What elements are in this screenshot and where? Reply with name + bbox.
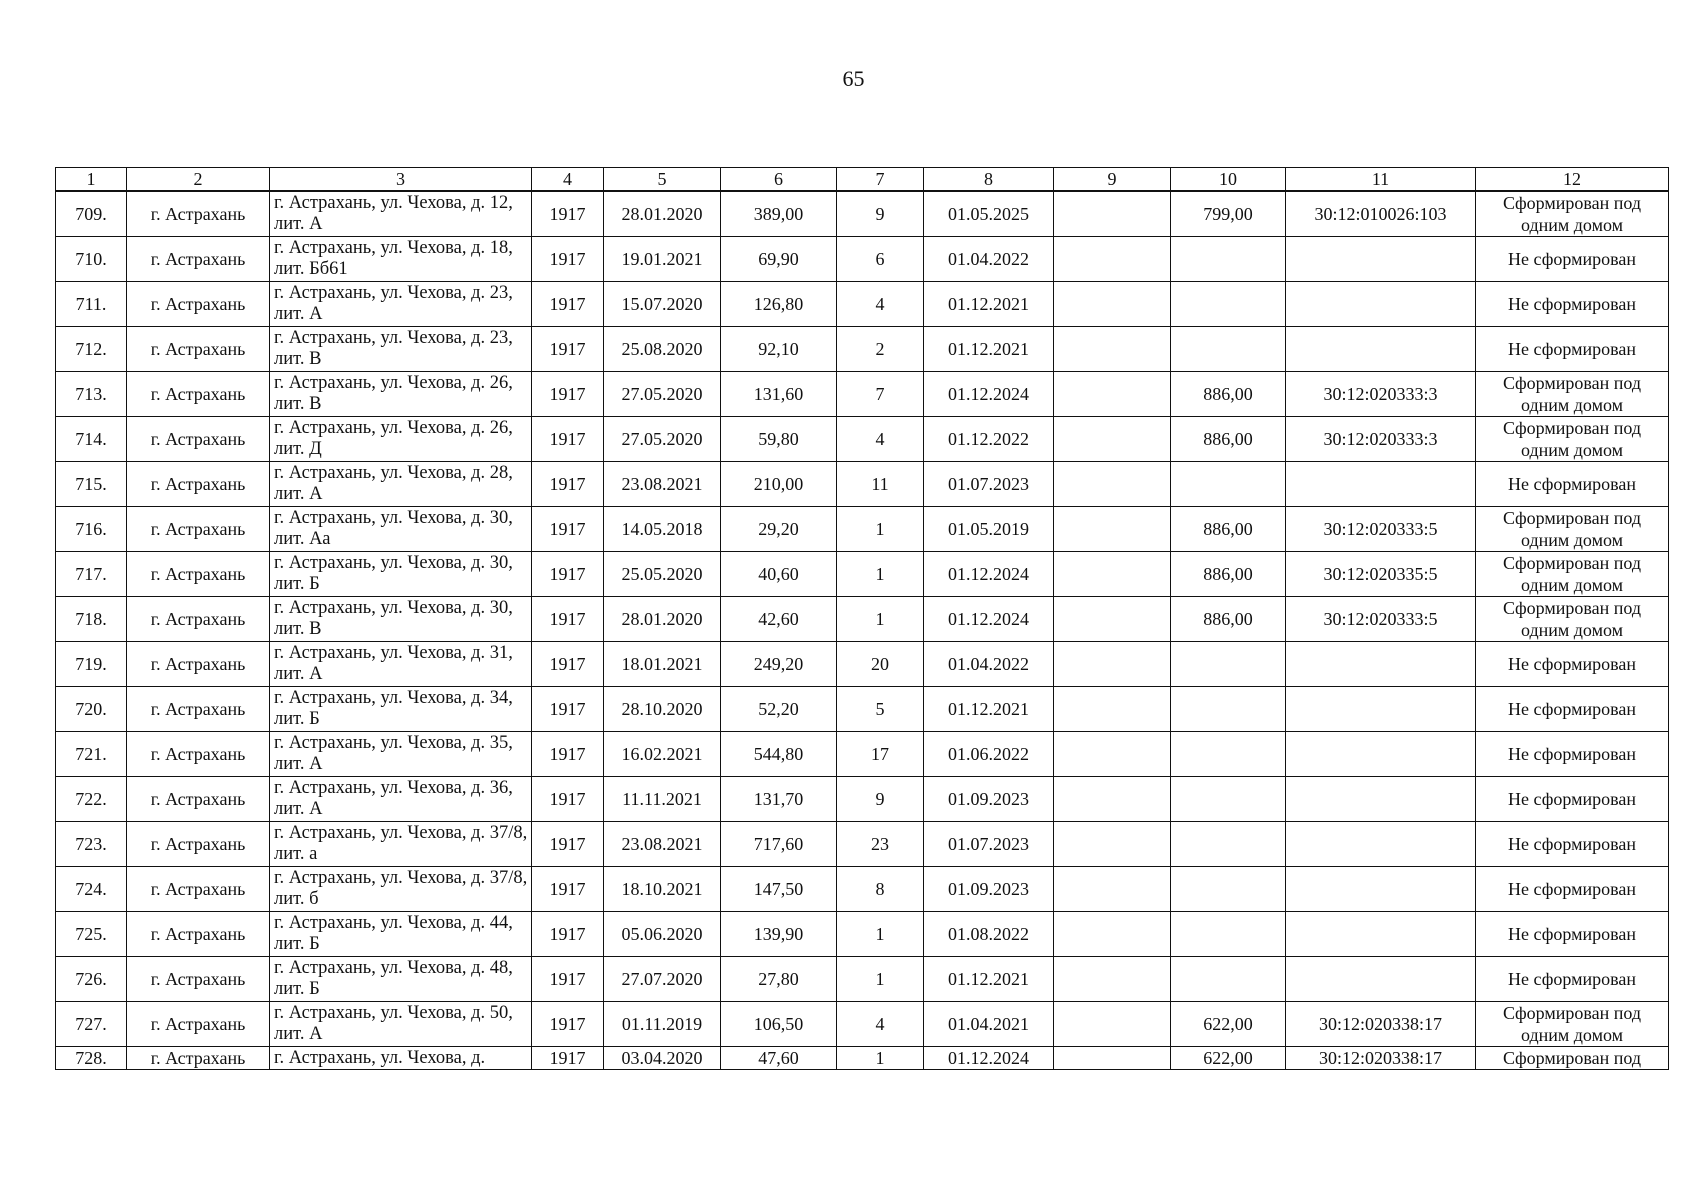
- land-area-cell: [1171, 957, 1286, 1002]
- count-cell: 1: [837, 597, 924, 642]
- date-cell: 18.10.2021: [604, 867, 721, 912]
- row-number: 709.: [56, 191, 127, 237]
- table-row: [56, 822, 1669, 867]
- row-number: 716.: [56, 507, 127, 552]
- table-row: [56, 282, 1669, 327]
- address-cell: г. Астрахань, ул. Чехова, д. 23, лит. В: [270, 327, 532, 372]
- address-cell: г. Астрахань, ул. Чехова, д. 23, лит. А: [270, 282, 532, 327]
- table-row: [56, 462, 1669, 507]
- cadastral-number-cell: 30:12:020335:5: [1286, 552, 1476, 597]
- plan-date-cell: 01.12.2021: [924, 957, 1054, 1002]
- year-cell: 1917: [532, 687, 604, 732]
- count-cell: 7: [837, 372, 924, 417]
- column-9-cell: [1054, 552, 1171, 597]
- count-cell: 9: [837, 777, 924, 822]
- address-cell: г. Астрахань, ул. Чехова, д. 36, лит. А: [270, 777, 532, 822]
- area-cell: 544,80: [721, 732, 837, 777]
- cadastral-number-cell: [1286, 237, 1476, 282]
- column-number-row: [56, 168, 1669, 192]
- date-cell: 14.05.2018: [604, 507, 721, 552]
- row-number: 712.: [56, 327, 127, 372]
- cadastral-number-cell: 30:12:020338:17: [1286, 1002, 1476, 1047]
- land-area-cell: 799,00: [1171, 191, 1286, 237]
- plan-date-cell: 01.04.2022: [924, 642, 1054, 687]
- table-row: [56, 777, 1669, 822]
- table-row: [56, 417, 1669, 462]
- count-cell: 4: [837, 417, 924, 462]
- address-cell: г. Астрахань, ул. Чехова, д. 37/8, лит. а: [270, 822, 532, 867]
- cadastral-number-cell: [1286, 687, 1476, 732]
- column-9-cell: [1054, 327, 1171, 372]
- count-cell: 1: [837, 912, 924, 957]
- land-area-cell: 886,00: [1171, 507, 1286, 552]
- row-number: 722.: [56, 777, 127, 822]
- column-9-cell: [1054, 1047, 1171, 1070]
- row-number: 726.: [56, 957, 127, 1002]
- row-number: 714.: [56, 417, 127, 462]
- column-header: 11: [1286, 168, 1476, 192]
- status-cell: Не сформирован: [1476, 642, 1669, 687]
- status-cell: Не сформирован: [1476, 237, 1669, 282]
- area-cell: 42,60: [721, 597, 837, 642]
- address-cell: г. Астрахань, ул. Чехова, д. 26, лит. Д: [270, 417, 532, 462]
- plan-date-cell: 01.05.2025: [924, 191, 1054, 237]
- table-row: [56, 912, 1669, 957]
- cadastral-number-cell: 30:12:020333:5: [1286, 597, 1476, 642]
- year-cell: 1917: [532, 372, 604, 417]
- address-cell: г. Астрахань, ул. Чехова, д. 44, лит. Б: [270, 912, 532, 957]
- land-area-cell: 886,00: [1171, 417, 1286, 462]
- plan-date-cell: 01.09.2023: [924, 867, 1054, 912]
- address-cell: г. Астрахань, ул. Чехова, д. 26, лит. В: [270, 372, 532, 417]
- area-cell: 389,00: [721, 191, 837, 237]
- area-cell: 106,50: [721, 1002, 837, 1047]
- plan-date-cell: 01.12.2021: [924, 282, 1054, 327]
- status-cell: Не сформирован: [1476, 327, 1669, 372]
- cadastral-number-cell: [1286, 822, 1476, 867]
- city-cell: г. Астрахань: [127, 507, 270, 552]
- date-cell: 28.01.2020: [604, 191, 721, 237]
- count-cell: 6: [837, 237, 924, 282]
- city-cell: г. Астрахань: [127, 191, 270, 237]
- year-cell: 1917: [532, 462, 604, 507]
- address-cell: г. Астрахань, ул. Чехова, д. 37/8, лит. б: [270, 867, 532, 912]
- land-area-cell: [1171, 642, 1286, 687]
- city-cell: г. Астрахань: [127, 867, 270, 912]
- table-row: [56, 957, 1669, 1002]
- table-row: [56, 372, 1669, 417]
- year-cell: 1917: [532, 732, 604, 777]
- row-number: 724.: [56, 867, 127, 912]
- year-cell: 1917: [532, 327, 604, 372]
- column-header: 2: [127, 168, 270, 192]
- row-number: 725.: [56, 912, 127, 957]
- address-cell: г. Астрахань, ул. Чехова, д. 28, лит. А: [270, 462, 532, 507]
- cadastral-number-cell: [1286, 777, 1476, 822]
- plan-date-cell: 01.04.2021: [924, 1002, 1054, 1047]
- column-header: 1: [56, 168, 127, 192]
- date-cell: 18.01.2021: [604, 642, 721, 687]
- plan-date-cell: 01.04.2022: [924, 237, 1054, 282]
- address-cell: г. Астрахань, ул. Чехова, д. 18, лит. Бб61: [270, 237, 532, 282]
- column-9-cell: [1054, 191, 1171, 237]
- table-row: [56, 732, 1669, 777]
- city-cell: г. Астрахань: [127, 912, 270, 957]
- year-cell: 1917: [532, 1047, 604, 1070]
- page-number: 65: [842, 66, 865, 91]
- cadastral-number-cell: [1286, 282, 1476, 327]
- status-cell: Не сформирован: [1476, 732, 1669, 777]
- count-cell: 23: [837, 822, 924, 867]
- address-cell: г. Астрахань, ул. Чехова, д. 30, лит. В: [270, 597, 532, 642]
- table-row: [56, 597, 1669, 642]
- column-9-cell: [1054, 597, 1171, 642]
- cadastral-number-cell: 30:12:020333:3: [1286, 417, 1476, 462]
- year-cell: 1917: [532, 552, 604, 597]
- address-cell: г. Астрахань, ул. Чехова, д. 48, лит. Б: [270, 957, 532, 1002]
- cadastral-number-cell: [1286, 957, 1476, 1002]
- city-cell: г. Астрахань: [127, 642, 270, 687]
- land-area-cell: [1171, 282, 1286, 327]
- column-9-cell: [1054, 372, 1171, 417]
- plan-date-cell: 01.12.2021: [924, 687, 1054, 732]
- date-cell: 16.02.2021: [604, 732, 721, 777]
- date-cell: 11.11.2021: [604, 777, 721, 822]
- date-cell: 28.01.2020: [604, 597, 721, 642]
- city-cell: г. Астрахань: [127, 1002, 270, 1047]
- city-cell: г. Астрахань: [127, 417, 270, 462]
- cadastral-number-cell: 30:12:020333:3: [1286, 372, 1476, 417]
- date-cell: 27.05.2020: [604, 417, 721, 462]
- year-cell: 1917: [532, 597, 604, 642]
- area-cell: 59,80: [721, 417, 837, 462]
- area-cell: 131,60: [721, 372, 837, 417]
- date-cell: 05.06.2020: [604, 912, 721, 957]
- column-9-cell: [1054, 462, 1171, 507]
- area-cell: 131,70: [721, 777, 837, 822]
- column-9-cell: [1054, 822, 1171, 867]
- plan-date-cell: 01.09.2023: [924, 777, 1054, 822]
- row-number: 713.: [56, 372, 127, 417]
- plan-date-cell: 01.12.2024: [924, 552, 1054, 597]
- table-row: [56, 237, 1669, 282]
- row-number: 715.: [56, 462, 127, 507]
- column-9-cell: [1054, 777, 1171, 822]
- city-cell: г. Астрахань: [127, 687, 270, 732]
- plan-date-cell: 01.12.2024: [924, 597, 1054, 642]
- status-cell: Не сформирован: [1476, 777, 1669, 822]
- status-cell: Не сформирован: [1476, 957, 1669, 1002]
- column-header: 7: [837, 168, 924, 192]
- date-cell: 23.08.2021: [604, 822, 721, 867]
- year-cell: 1917: [532, 642, 604, 687]
- cadastral-number-cell: [1286, 867, 1476, 912]
- status-cell: Сформирован под одним домом: [1476, 552, 1669, 597]
- land-area-cell: 622,00: [1171, 1047, 1286, 1070]
- plan-date-cell: 01.06.2022: [924, 732, 1054, 777]
- column-header: 5: [604, 168, 721, 192]
- land-area-cell: [1171, 867, 1286, 912]
- land-area-cell: [1171, 237, 1286, 282]
- cadastral-number-cell: [1286, 462, 1476, 507]
- column-header: 12: [1476, 168, 1669, 192]
- column-9-cell: [1054, 1002, 1171, 1047]
- table-row: [56, 687, 1669, 732]
- area-cell: 69,90: [721, 237, 837, 282]
- year-cell: 1917: [532, 867, 604, 912]
- row-number: 727.: [56, 1002, 127, 1047]
- area-cell: 29,20: [721, 507, 837, 552]
- column-9-cell: [1054, 237, 1171, 282]
- year-cell: 1917: [532, 417, 604, 462]
- status-cell: Сформирован под одним домом: [1476, 372, 1669, 417]
- status-cell: Сформирован под одним домом: [1476, 191, 1669, 237]
- city-cell: г. Астрахань: [127, 732, 270, 777]
- status-cell: Не сформирован: [1476, 282, 1669, 327]
- address-cell: г. Астрахань, ул. Чехова, д.: [270, 1047, 532, 1070]
- city-cell: г. Астрахань: [127, 552, 270, 597]
- city-cell: г. Астрахань: [127, 822, 270, 867]
- column-header: 3: [270, 168, 532, 192]
- cadastral-number-cell: 30:12:010026:103: [1286, 191, 1476, 237]
- date-cell: 23.08.2021: [604, 462, 721, 507]
- plan-date-cell: 01.12.2024: [924, 372, 1054, 417]
- city-cell: г. Астрахань: [127, 237, 270, 282]
- count-cell: 2: [837, 327, 924, 372]
- year-cell: 1917: [532, 777, 604, 822]
- land-area-cell: 886,00: [1171, 552, 1286, 597]
- plan-date-cell: 01.12.2021: [924, 327, 1054, 372]
- date-cell: 25.05.2020: [604, 552, 721, 597]
- date-cell: 19.01.2021: [604, 237, 721, 282]
- year-cell: 1917: [532, 912, 604, 957]
- city-cell: г. Астрахань: [127, 957, 270, 1002]
- year-cell: 1917: [532, 507, 604, 552]
- column-9-cell: [1054, 282, 1171, 327]
- area-cell: 139,90: [721, 912, 837, 957]
- date-cell: 27.07.2020: [604, 957, 721, 1002]
- area-cell: 147,50: [721, 867, 837, 912]
- area-cell: 47,60: [721, 1047, 837, 1070]
- column-9-cell: [1054, 732, 1171, 777]
- status-cell: Не сформирован: [1476, 867, 1669, 912]
- cadastral-number-cell: [1286, 912, 1476, 957]
- row-number: 711.: [56, 282, 127, 327]
- column-9-cell: [1054, 957, 1171, 1002]
- year-cell: 1917: [532, 1002, 604, 1047]
- address-cell: г. Астрахань, ул. Чехова, д. 50, лит. А: [270, 1002, 532, 1047]
- column-9-cell: [1054, 687, 1171, 732]
- land-area-cell: [1171, 462, 1286, 507]
- status-cell: Сформирован под: [1476, 1047, 1669, 1070]
- status-cell: Не сформирован: [1476, 822, 1669, 867]
- cadastral-number-cell: [1286, 732, 1476, 777]
- year-cell: 1917: [532, 822, 604, 867]
- date-cell: 01.11.2019: [604, 1002, 721, 1047]
- area-cell: 210,00: [721, 462, 837, 507]
- date-cell: 25.08.2020: [604, 327, 721, 372]
- count-cell: 9: [837, 191, 924, 237]
- status-cell: Сформирован под одним домом: [1476, 1002, 1669, 1047]
- row-number: 721.: [56, 732, 127, 777]
- table-row: [56, 507, 1669, 552]
- date-cell: 03.04.2020: [604, 1047, 721, 1070]
- row-number: 718.: [56, 597, 127, 642]
- city-cell: г. Астрахань: [127, 777, 270, 822]
- count-cell: 5: [837, 687, 924, 732]
- address-cell: г. Астрахань, ул. Чехова, д. 34, лит. Б: [270, 687, 532, 732]
- plan-date-cell: 01.07.2023: [924, 822, 1054, 867]
- housing-registry-table: [55, 167, 1669, 1070]
- city-cell: г. Астрахань: [127, 282, 270, 327]
- cadastral-number-cell: [1286, 327, 1476, 372]
- column-header: 8: [924, 168, 1054, 192]
- table-row: [56, 191, 1669, 237]
- area-cell: 92,10: [721, 327, 837, 372]
- area-cell: 52,20: [721, 687, 837, 732]
- table-row: [56, 1047, 1669, 1070]
- land-area-cell: [1171, 687, 1286, 732]
- status-cell: Не сформирован: [1476, 912, 1669, 957]
- land-area-cell: [1171, 822, 1286, 867]
- date-cell: 15.07.2020: [604, 282, 721, 327]
- year-cell: 1917: [532, 237, 604, 282]
- land-area-cell: 886,00: [1171, 597, 1286, 642]
- column-9-cell: [1054, 642, 1171, 687]
- row-number: 719.: [56, 642, 127, 687]
- row-number: 720.: [56, 687, 127, 732]
- land-area-cell: [1171, 912, 1286, 957]
- plan-date-cell: 01.12.2022: [924, 417, 1054, 462]
- year-cell: 1917: [532, 191, 604, 237]
- cadastral-number-cell: 30:12:020338:17: [1286, 1047, 1476, 1070]
- count-cell: 1: [837, 1047, 924, 1070]
- city-cell: г. Астрахань: [127, 462, 270, 507]
- city-cell: г. Астрахань: [127, 327, 270, 372]
- table-body: [56, 191, 1669, 1070]
- date-cell: 27.05.2020: [604, 372, 721, 417]
- cadastral-number-cell: 30:12:020333:5: [1286, 507, 1476, 552]
- count-cell: 11: [837, 462, 924, 507]
- area-cell: 40,60: [721, 552, 837, 597]
- count-cell: 4: [837, 1002, 924, 1047]
- plan-date-cell: 01.08.2022: [924, 912, 1054, 957]
- area-cell: 249,20: [721, 642, 837, 687]
- count-cell: 8: [837, 867, 924, 912]
- table-row: [56, 642, 1669, 687]
- land-area-cell: [1171, 777, 1286, 822]
- row-number: 717.: [56, 552, 127, 597]
- land-area-cell: 622,00: [1171, 1002, 1286, 1047]
- row-number: 728.: [56, 1047, 127, 1070]
- status-cell: Сформирован под одним домом: [1476, 597, 1669, 642]
- table-row: [56, 867, 1669, 912]
- address-cell: г. Астрахань, ул. Чехова, д. 12, лит. А: [270, 191, 532, 237]
- column-header: 9: [1054, 168, 1171, 192]
- plan-date-cell: 01.05.2019: [924, 507, 1054, 552]
- area-cell: 126,80: [721, 282, 837, 327]
- address-cell: г. Астрахань, ул. Чехова, д. 30, лит. Б: [270, 552, 532, 597]
- column-9-cell: [1054, 912, 1171, 957]
- count-cell: 4: [837, 282, 924, 327]
- status-cell: Не сформирован: [1476, 462, 1669, 507]
- land-area-cell: [1171, 732, 1286, 777]
- area-cell: 27,80: [721, 957, 837, 1002]
- table-row: [56, 1002, 1669, 1047]
- address-cell: г. Астрахань, ул. Чехова, д. 30, лит. Аа: [270, 507, 532, 552]
- column-header: 4: [532, 168, 604, 192]
- table-row: [56, 327, 1669, 372]
- city-cell: г. Астрахань: [127, 372, 270, 417]
- row-number: 723.: [56, 822, 127, 867]
- date-cell: 28.10.2020: [604, 687, 721, 732]
- count-cell: 1: [837, 552, 924, 597]
- count-cell: 20: [837, 642, 924, 687]
- status-cell: Сформирован под одним домом: [1476, 417, 1669, 462]
- address-cell: г. Астрахань, ул. Чехова, д. 35, лит. А: [270, 732, 532, 777]
- count-cell: 1: [837, 957, 924, 1002]
- area-cell: 717,60: [721, 822, 837, 867]
- status-cell: Не сформирован: [1476, 687, 1669, 732]
- count-cell: 17: [837, 732, 924, 777]
- column-9-cell: [1054, 417, 1171, 462]
- row-number: 710.: [56, 237, 127, 282]
- column-header: 10: [1171, 168, 1286, 192]
- column-9-cell: [1054, 507, 1171, 552]
- address-cell: г. Астрахань, ул. Чехова, д. 31, лит. А: [270, 642, 532, 687]
- land-area-cell: [1171, 327, 1286, 372]
- column-9-cell: [1054, 867, 1171, 912]
- year-cell: 1917: [532, 282, 604, 327]
- land-area-cell: 886,00: [1171, 372, 1286, 417]
- plan-date-cell: 01.07.2023: [924, 462, 1054, 507]
- count-cell: 1: [837, 507, 924, 552]
- status-cell: Сформирован под одним домом: [1476, 507, 1669, 552]
- plan-date-cell: 01.12.2024: [924, 1047, 1054, 1070]
- column-header: 6: [721, 168, 837, 192]
- year-cell: 1917: [532, 957, 604, 1002]
- table-row: [56, 552, 1669, 597]
- cadastral-number-cell: [1286, 642, 1476, 687]
- city-cell: г. Астрахань: [127, 1047, 270, 1070]
- city-cell: г. Астрахань: [127, 597, 270, 642]
